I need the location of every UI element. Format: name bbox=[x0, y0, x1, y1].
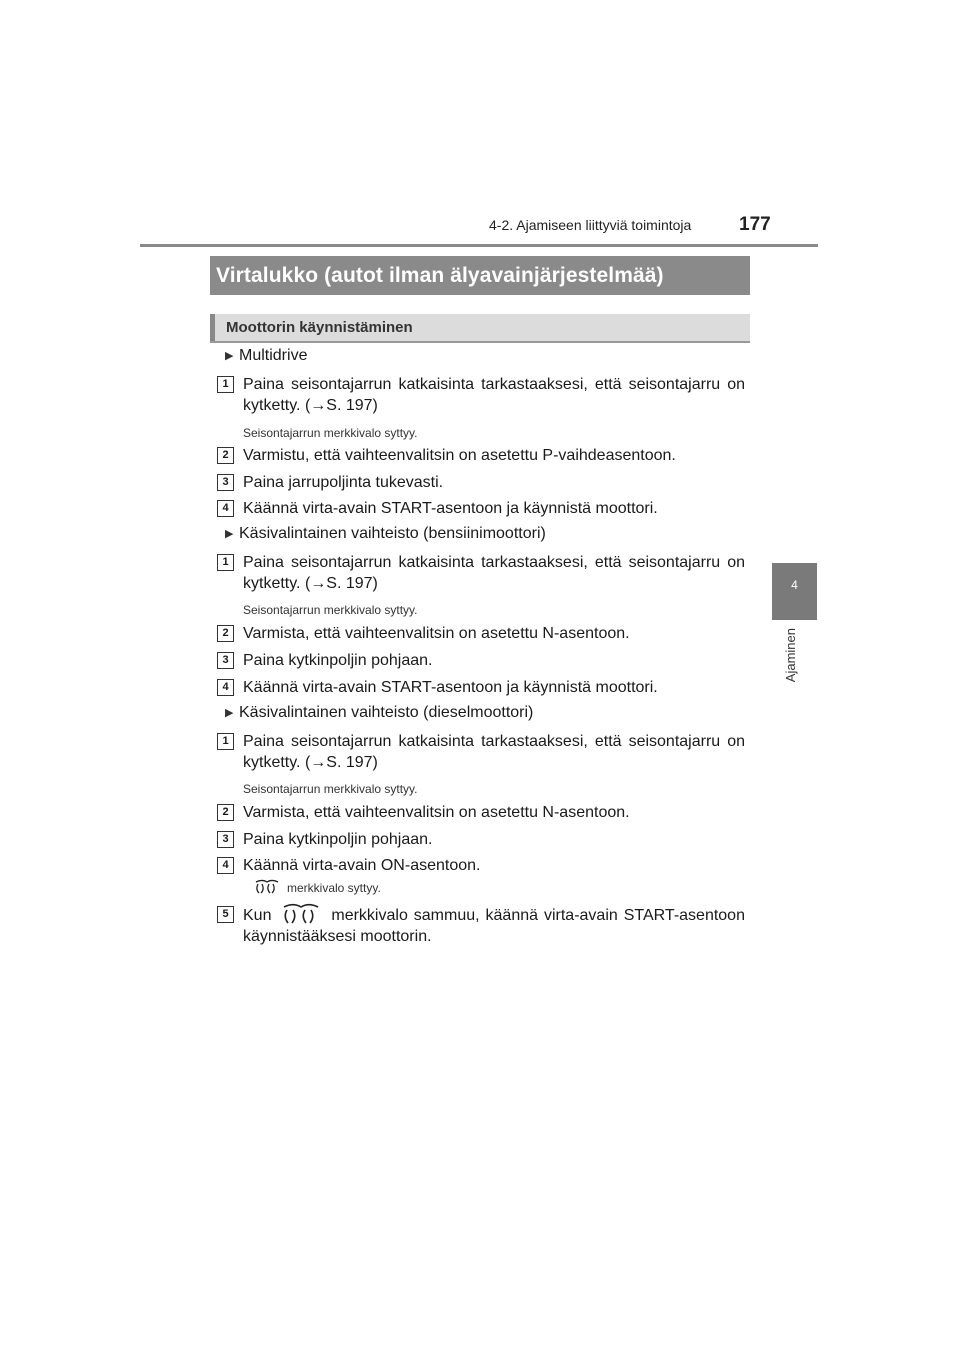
step-number: 2 bbox=[217, 804, 234, 821]
step-number: 3 bbox=[217, 474, 234, 491]
chapter-tab-label: Ajaminen bbox=[783, 628, 798, 683]
step-text: Käännä virta-avain START-asentoon ja käynnistä moottori. bbox=[243, 679, 658, 696]
step-note: merkkivalo syttyy. bbox=[287, 881, 381, 895]
subsection-accent bbox=[210, 314, 215, 341]
step-text: Käännä virta-avain START-asentoon ja käynnistä moottori. bbox=[243, 500, 658, 517]
step-text: Paina kytkinpoljin pohjaan. bbox=[243, 831, 433, 848]
step-number: 1 bbox=[217, 554, 234, 571]
step-number: 2 bbox=[217, 625, 234, 642]
chapter-tab-number: 4 bbox=[791, 578, 798, 592]
variant-heading-manual-petrol: ▶ Käsivalintainen vaihteisto (bensiinimoottori) bbox=[225, 525, 546, 542]
step-number: 1 bbox=[217, 733, 234, 750]
header-divider bbox=[140, 244, 818, 247]
triangle-right-icon: ▶ bbox=[225, 528, 234, 540]
step-note: Seisontajarrun merkkivalo syttyy. bbox=[243, 603, 418, 617]
step-number: 5 bbox=[217, 906, 234, 923]
step-text: Paina kytkinpoljin pohjaan. bbox=[243, 652, 433, 669]
step-text: Varmistu, että vaihteenvalitsin on asetettu P-vaihdeasentoon. bbox=[243, 447, 676, 464]
step-number: 4 bbox=[217, 679, 234, 696]
running-header-section: 4-2. Ajamiseen liittyviä toimintoja bbox=[489, 217, 692, 233]
step-note: Seisontajarrun merkkivalo syttyy. bbox=[243, 782, 418, 796]
variant-heading-multidrive: ▶ Multidrive bbox=[225, 347, 308, 364]
step-text: Paina seisontajarrun katkaisinta tarkastaaksesi, että seisontajarru on kytketty. (→S. 197) bbox=[243, 376, 745, 414]
section-title-bar bbox=[210, 256, 750, 295]
subsection-title: Moottorin käynnistäminen bbox=[226, 319, 413, 336]
triangle-right-icon: ▶ bbox=[225, 707, 234, 719]
section-title: Virtalukko (autot ilman älyavainjärjestelmää) bbox=[216, 264, 664, 287]
step-text-with-icon: Kun merkkivalo sammuu, käännä virta-avain START-asentoon käynnistääksesi moottorin. bbox=[243, 903, 745, 947]
step-text: Varmista, että vaihteenvalitsin on asetettu N-asentoon. bbox=[243, 625, 630, 642]
step-text: Käännä virta-avain ON-asentoon. bbox=[243, 857, 481, 874]
step-text: Paina jarrupoljinta tukevasti. bbox=[243, 474, 444, 491]
step-number: 1 bbox=[217, 376, 234, 393]
glow-plug-indicator-icon bbox=[281, 903, 321, 925]
step-text: Paina seisontajarrun katkaisinta tarkastaaksesi, että seisontajarru on kytketty. (→S. 197) bbox=[243, 733, 745, 771]
step-text: Paina seisontajarrun katkaisinta tarkastaaksesi, että seisontajarru on kytketty. (→S. 197) bbox=[243, 554, 745, 592]
triangle-right-icon: ▶ bbox=[225, 350, 234, 362]
step-number: 4 bbox=[217, 500, 234, 517]
glow-plug-indicator-icon bbox=[254, 879, 280, 895]
step-number: 4 bbox=[217, 857, 234, 874]
step-text: Varmista, että vaihteenvalitsin on asetettu N-asentoon. bbox=[243, 804, 630, 821]
variant-heading-manual-diesel: ▶ Käsivalintainen vaihteisto (dieselmoottori) bbox=[225, 704, 534, 721]
step-number: 2 bbox=[217, 447, 234, 464]
step-number: 3 bbox=[217, 652, 234, 669]
step-number: 3 bbox=[217, 831, 234, 848]
subsection-bar bbox=[210, 314, 750, 343]
step-note: Seisontajarrun merkkivalo syttyy. bbox=[243, 426, 418, 440]
page-number: 177 bbox=[739, 214, 771, 235]
